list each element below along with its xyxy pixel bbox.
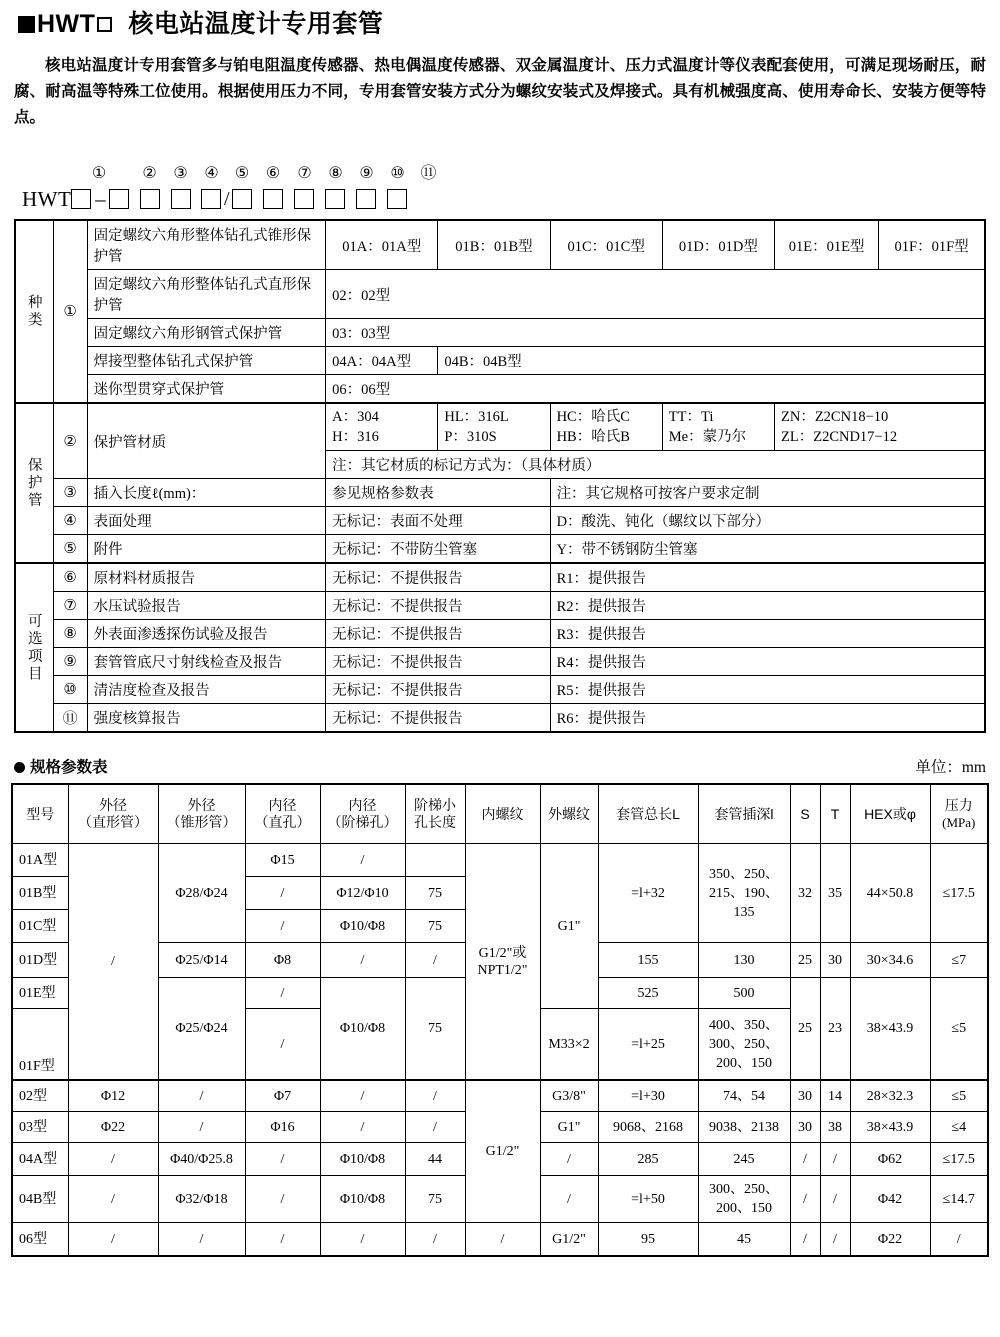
spec-id-straight-03: Φ16: [245, 1112, 320, 1143]
kind-option-04A: 04A：04A型: [326, 347, 438, 375]
header-pressure-l1: 压力: [944, 797, 973, 813]
spec-total-02: =l+30: [598, 1080, 698, 1112]
row-value1-11: 无标记：不提供报告: [326, 704, 550, 733]
spec-inner-thread-06: /: [465, 1223, 540, 1257]
spec-id-straight-01A: Φ15: [245, 844, 320, 877]
header-od-taper: [158, 784, 245, 844]
marker-cell-10: ⑩: [53, 676, 87, 704]
spec-pressure-04B: ≤14.7: [930, 1176, 988, 1223]
spec-od-straight-03: Φ22: [68, 1112, 158, 1143]
marker-8: ⑧: [328, 165, 343, 182]
spec-outer-thread-02: G3/8": [540, 1080, 598, 1112]
row-value2-6: R1：提供报告: [550, 563, 985, 592]
kind-option-06: 06：06型: [326, 375, 985, 404]
code-box-8[interactable]: [294, 189, 314, 209]
spec-od-straight-04A: /: [68, 1143, 158, 1176]
spec-hex-01F: 38×43.9: [850, 978, 930, 1081]
spec-header-row: [12, 784, 988, 844]
marker-cell-2: ②: [53, 403, 87, 479]
header-id-straight: [245, 784, 320, 844]
marker-cell-5: ⑤: [53, 535, 87, 564]
header-insert-depth: 套管插深l: [698, 784, 790, 844]
marker-cell-4: ④: [53, 507, 87, 535]
header-id-step-l2: （阶梯孔）: [327, 814, 398, 830]
table-row: [15, 704, 985, 733]
header-id-straight-l1: 内径: [268, 797, 297, 813]
material-note: 注：其它材质的标记方式为：（具体材质）: [326, 451, 985, 479]
material-cell-e: [775, 403, 986, 451]
code-dash: –: [95, 186, 106, 211]
spec-outer-thread-01A-01E: G1": [540, 844, 598, 1009]
row-label-9: 套管管底尺寸射线检查及报告: [87, 648, 325, 676]
spec-outer-thread-04B: /: [540, 1176, 598, 1223]
spec-insert-06: 45: [698, 1223, 790, 1257]
material-b-line1: HL：316L: [444, 409, 509, 425]
spec-od-straight-02: Φ12: [68, 1080, 158, 1112]
spec-heading-left: [14, 755, 108, 777]
title-main-text: 核电站温度计专用套管: [128, 10, 384, 38]
spec-insert-02: 74、54: [698, 1080, 790, 1112]
spec-s-01ABC: 32: [790, 844, 820, 943]
table-row: [12, 844, 988, 877]
spec-s-02: 30: [790, 1080, 820, 1112]
row-label-6: 原材料材质报告: [87, 563, 325, 592]
spec-t-02: 14: [820, 1080, 850, 1112]
bullet-icon: [14, 762, 25, 773]
spec-outer-thread-01F: M33×2: [540, 1009, 598, 1081]
row-value2-5: Y：带不锈钢防尘管塞: [550, 535, 985, 564]
group-label-kind: 种类: [15, 220, 53, 403]
spec-model-01C: 01C型: [12, 910, 68, 943]
table-row: [15, 535, 985, 564]
page-title: [0, 0, 1000, 37]
kind-label-04: 焊接型整体钻孔式保护管: [87, 347, 325, 375]
spec-t-01ABC: 35: [820, 844, 850, 943]
model-code-markers: [0, 157, 1000, 183]
spec-od-straight-04B: /: [68, 1176, 158, 1223]
spec-od-taper-01EF: Φ25/Φ24: [158, 978, 245, 1081]
spec-pressure-01D: ≤7: [930, 943, 988, 978]
spec-model-01E: 01E型: [12, 978, 68, 1009]
spec-id-straight-02: Φ7: [245, 1080, 320, 1112]
header-id-straight-l2: （直孔）: [254, 814, 311, 830]
row-value2-4: D：酸洗、钝化（螺纹以下部分）: [550, 507, 985, 535]
spec-od-taper-01ABC: Φ28/Φ24: [158, 844, 245, 943]
table-row: [12, 1080, 988, 1112]
spec-total-04A: 285: [598, 1143, 698, 1176]
spec-s-06: /: [790, 1223, 820, 1257]
row-value2-10: R5：提供报告: [550, 676, 985, 704]
spec-total-06: 95: [598, 1223, 698, 1257]
spec-step-len-04A: 44: [405, 1143, 465, 1176]
spec-step-len-03: /: [405, 1112, 465, 1143]
spec-step-len-04B: 75: [405, 1176, 465, 1223]
spec-hex-01D: 30×34.6: [850, 943, 930, 978]
code-box-10[interactable]: [356, 189, 376, 209]
material-e-line1: ZN：Z2CN18−10: [781, 409, 889, 425]
spec-od-straight-01group: /: [68, 844, 158, 1081]
spec-model-01D: 01D型: [12, 943, 68, 978]
header-id-step: [320, 784, 405, 844]
spec-step-len-01D: /: [405, 943, 465, 978]
row-label-8: 外表面渗透探伤试验及报告: [87, 620, 325, 648]
header-od-straight-l1: 外径: [99, 797, 127, 813]
row-value2-9: R4：提供报告: [550, 648, 985, 676]
spec-id-straight-01C: /: [245, 910, 320, 943]
row-label-11: 强度核算报告: [87, 704, 325, 733]
spec-s-01D: 25: [790, 943, 820, 978]
spec-insert-01F: 400、350、300、250、200、150: [698, 1009, 790, 1081]
spec-pressure-04A: ≤17.5: [930, 1143, 988, 1176]
spec-inner-thread-02-04B: G1/2": [465, 1080, 540, 1223]
code-box-9[interactable]: [325, 189, 345, 209]
spec-s-03: 30: [790, 1112, 820, 1143]
material-a-line2: H：316: [332, 429, 379, 445]
spec-id-straight-01B: /: [245, 877, 320, 910]
spec-t-04B: /: [820, 1176, 850, 1223]
spec-id-straight-01F: /: [245, 1009, 320, 1081]
spec-step-len-01A: [405, 844, 465, 877]
kind-option-01C: 01C：01C型: [550, 220, 662, 270]
kind-option-01E: 01E：01E型: [775, 220, 879, 270]
table-row: [15, 563, 985, 592]
spec-total-01D: 155: [598, 943, 698, 978]
row-value2-7: R2：提供报告: [550, 592, 985, 620]
header-hex: HEX或φ: [850, 784, 930, 844]
marker-cell-11: ⑪: [53, 704, 87, 733]
spec-insert-01ABC: 350、250、215、190、135: [698, 844, 790, 943]
spec-od-taper-04B: Φ32/Φ18: [158, 1176, 245, 1223]
spec-pressure-06: /: [930, 1223, 988, 1257]
spec-model-01B: 01B型: [12, 877, 68, 910]
code-box-6[interactable]: [232, 189, 252, 209]
spec-total-01F: =l+25: [598, 1009, 698, 1081]
spec-step-len-02: /: [405, 1080, 465, 1112]
table-row: [15, 507, 985, 535]
spec-id-straight-04B: /: [245, 1176, 320, 1223]
spec-step-len-01C: 75: [405, 910, 465, 943]
row-value1-5: 无标记：不带防尘管塞: [326, 535, 550, 564]
marker-cell-9: ⑨: [53, 648, 87, 676]
spec-table-heading-row: [14, 755, 986, 777]
code-box-5[interactable]: [201, 189, 221, 209]
material-d-line1: TT：Ti: [668, 409, 714, 425]
marker-cell-3: ③: [53, 479, 87, 507]
spec-hex-02: 28×32.3: [850, 1080, 930, 1112]
code-slash: /: [224, 187, 230, 210]
spec-od-taper-01D: Φ25/Φ14: [158, 943, 245, 978]
spec-step-len-01EF: 75: [405, 978, 465, 1081]
spec-od-taper-03: /: [158, 1112, 245, 1143]
header-pressure: [930, 784, 988, 844]
spec-s-04B: /: [790, 1176, 820, 1223]
header-t: T: [820, 784, 850, 844]
kind-option-01A: 01A：01A型: [326, 220, 438, 270]
title-model-prefix: HWT: [37, 10, 96, 38]
material-cell-a: [326, 403, 438, 451]
spec-total-01E: 525: [598, 978, 698, 1009]
spec-t-04A: /: [820, 1143, 850, 1176]
spec-insert-01E: 500: [698, 978, 790, 1009]
model-coding-table: [14, 219, 986, 733]
spec-hex-04B: Φ42: [850, 1176, 930, 1223]
spec-id-step-01C: Φ10/Φ8: [320, 910, 405, 943]
marker-10: ⑩: [390, 165, 405, 182]
marker-9: ⑨: [359, 165, 374, 182]
row-label-10: 清洁度检查及报告: [87, 676, 325, 704]
spec-pressure-03: ≤4: [930, 1112, 988, 1143]
spec-model-06: 06型: [12, 1223, 68, 1257]
marker-7: ⑦: [297, 165, 312, 182]
row-value2-3: 注：其它规格可按客户要求定制: [550, 479, 985, 507]
spec-outer-thread-03: G1": [540, 1112, 598, 1143]
table-row: [15, 220, 985, 270]
table-row: [15, 319, 985, 347]
material-a-line1: A：304: [332, 409, 379, 425]
header-step-len: [405, 784, 465, 844]
header-total-len: 套管总长L: [598, 784, 698, 844]
code-box-brand[interactable]: [71, 189, 91, 209]
spec-inner-thread-01group: G1/2"或 NPT1/2": [465, 844, 540, 1081]
row-label-7: 水压试验报告: [87, 592, 325, 620]
spec-id-step-01B: Φ12/Φ10: [320, 877, 405, 910]
header-od-taper-l2: （锥形管）: [166, 814, 237, 830]
row-value2-8: R3：提供报告: [550, 620, 985, 648]
kind-option-03: 03：03型: [326, 319, 985, 347]
spec-unit-label: 单位：mm: [915, 759, 986, 776]
spec-step-len-01B: 75: [405, 877, 465, 910]
spec-s-04A: /: [790, 1143, 820, 1176]
spec-id-step-04B: Φ10/Φ8: [320, 1176, 405, 1223]
row-value1-6: 无标记：不提供报告: [326, 563, 550, 592]
spec-total-03: 9068、2168: [598, 1112, 698, 1143]
header-od-taper-l1: 外径: [187, 797, 216, 813]
spec-id-step-02: /: [320, 1080, 405, 1112]
table-row: [15, 270, 985, 319]
spec-model-01A: 01A型: [12, 844, 68, 877]
group-label-optional: 可选项目: [15, 563, 53, 732]
spec-t-06: /: [820, 1223, 850, 1257]
kind-option-04B: 04B：04B型: [438, 347, 985, 375]
table-row: [15, 347, 985, 375]
group-label-protection-tube: 保护管: [15, 403, 53, 563]
spec-id-step-06: /: [320, 1223, 405, 1257]
spec-id-step-03: /: [320, 1112, 405, 1143]
spec-id-straight-06: /: [245, 1223, 320, 1257]
material-e-line2: ZL：Z2CND17−12: [781, 429, 898, 445]
model-code-brand: HWT: [22, 186, 72, 211]
code-box-7[interactable]: [263, 189, 283, 209]
kind-option-02: 02：02型: [326, 270, 985, 319]
kind-option-01D: 01D：01D型: [662, 220, 774, 270]
spec-parameter-table: [11, 783, 989, 1257]
row-value1-3: 参见规格参数表: [326, 479, 550, 507]
header-s: S: [790, 784, 820, 844]
spec-id-step-01D: /: [320, 943, 405, 978]
spec-model-04B: 04B型: [12, 1176, 68, 1223]
code-box-4[interactable]: [171, 189, 191, 209]
spec-id-straight-01E: /: [245, 978, 320, 1009]
spec-od-taper-04A: Φ40/Φ25.8: [158, 1143, 245, 1176]
spec-od-taper-02: /: [158, 1080, 245, 1112]
marker-cell-8: ⑧: [53, 620, 87, 648]
code-box-3[interactable]: [140, 189, 160, 209]
header-inner-thread: 内螺纹: [465, 784, 540, 844]
material-d-line2: Me：蒙乃尔: [668, 429, 747, 445]
spec-model-01F: 01F型: [12, 1009, 68, 1081]
spec-model-04A: 04A型: [12, 1143, 68, 1176]
header-outer-thread: 外螺纹: [540, 784, 598, 844]
marker-11: ⑪: [420, 165, 437, 182]
marker-cell-7: ⑦: [53, 592, 87, 620]
header-od-straight-l2: （直形管）: [78, 814, 148, 830]
code-box-11[interactable]: [387, 189, 407, 209]
spec-pressure-01ABC: ≤17.5: [930, 844, 988, 943]
header-model: 型号: [12, 784, 68, 844]
spec-total-01ABC: =l+32: [598, 844, 698, 943]
header-step-len-l2: 孔长度: [414, 814, 456, 830]
marker-6: ⑥: [265, 165, 281, 182]
spec-total-04B: =l+50: [598, 1176, 698, 1223]
spec-insert-03: 9038、2138: [698, 1112, 790, 1143]
spec-hex-01ABC: 44×50.8: [850, 844, 930, 943]
table-row: [15, 375, 985, 404]
material-b-line2: P：310S: [444, 429, 497, 445]
spec-insert-01D: 130: [698, 943, 790, 978]
spec-hex-03: 38×43.9: [850, 1112, 930, 1143]
marker-5: ⑤: [234, 165, 250, 182]
material-cell-b: [438, 403, 550, 451]
table-row: [15, 592, 985, 620]
spec-outer-thread-04A: /: [540, 1143, 598, 1176]
spec-id-straight-01D: Φ8: [245, 943, 320, 978]
table-row: [12, 1223, 988, 1257]
spec-od-taper-06: /: [158, 1223, 245, 1257]
table-row: [15, 676, 985, 704]
hollow-square-icon: [97, 17, 112, 32]
spec-t-03: 38: [820, 1112, 850, 1143]
spec-id-step-04A: Φ10/Φ8: [320, 1143, 405, 1176]
table-row: [15, 620, 985, 648]
row-value1-9: 无标记：不提供报告: [326, 648, 550, 676]
spec-hex-04A: Φ62: [850, 1143, 930, 1176]
spec-t-01F: 23: [820, 978, 850, 1081]
kind-label-02: 固定螺纹六角形整体钻孔式直形保护管: [87, 270, 325, 319]
marker-4: ④: [204, 165, 219, 182]
marker-cell-1: ①: [53, 220, 87, 403]
spec-outer-thread-06: G1/2": [540, 1223, 598, 1257]
table-row: [15, 648, 985, 676]
row-value1-4: 无标记：表面不处理: [326, 507, 550, 535]
spec-pressure-02: ≤5: [930, 1080, 988, 1112]
material-c-line1: HC：哈氏C: [556, 409, 630, 425]
table-row: [15, 479, 985, 507]
code-box-2[interactable]: [109, 189, 129, 209]
row-value1-8: 无标记：不提供报告: [326, 620, 550, 648]
row-label-3: 插入长度ℓ(mm)：: [87, 479, 325, 507]
row-value1-10: 无标记：不提供报告: [326, 676, 550, 704]
marker-3: ③: [173, 165, 188, 182]
material-cell-c: [550, 403, 662, 451]
header-pressure-l2: (MPa): [942, 815, 976, 830]
kind-label-01: 固定螺纹六角形整体钻孔式锥形保护管: [87, 220, 325, 270]
header-id-step-l1: 内径: [348, 797, 377, 813]
spec-model-03: 03型: [12, 1112, 68, 1143]
intro-paragraph: 核电站温度计专用套管多与铂电阻温度传感器、热电偶温度传感器、双金属温度计、压力式温度计等仪表配套使用，可满足现场耐压，耐腐、耐高温等特殊工位使用。根据使用压力不同，专用套管安装方式分为螺纹安装式及焊接式。具有机械强度高、使用寿命长、安装方便等特点。: [14, 57, 986, 126]
filled-square-icon: [18, 16, 35, 33]
row-label-5: 附件: [87, 535, 325, 564]
material-label: 保护管材质: [87, 403, 325, 479]
header-step-len-l1: 阶梯小: [414, 797, 456, 813]
kind-label-03: 固定螺纹六角形钢管式保护管: [87, 319, 325, 347]
spec-hex-06: Φ22: [850, 1223, 930, 1257]
material-cell-d: [662, 403, 774, 451]
header-od-straight: [68, 784, 158, 844]
row-value2-11: R6：提供报告: [550, 704, 985, 733]
spec-s-01F: 25: [790, 978, 820, 1081]
kind-option-01B: 01B：01B型: [438, 220, 550, 270]
table-row: [15, 403, 985, 451]
kind-label-06: 迷你型贯穿式保护管: [87, 375, 325, 404]
spec-id-step-01EF: Φ10/Φ8: [320, 978, 405, 1081]
marker-cell-6: ⑥: [53, 563, 87, 592]
spec-insert-04A: 245: [698, 1143, 790, 1176]
spec-step-len-06: /: [405, 1223, 465, 1257]
spec-model-02: 02型: [12, 1080, 68, 1112]
spec-t-01D: 30: [820, 943, 850, 978]
material-c-line2: HB：哈氏B: [556, 429, 630, 445]
spec-insert-04B: 300、250、200、150: [698, 1176, 790, 1223]
row-label-4: 表面处理: [87, 507, 325, 535]
spec-id-step-01A: /: [320, 844, 405, 877]
marker-1: ①: [91, 165, 107, 182]
model-code-diagram: [0, 157, 1000, 219]
spec-od-straight-06: /: [68, 1223, 158, 1257]
row-value1-7: 无标记：不提供报告: [326, 592, 550, 620]
model-code-string: [0, 183, 1000, 215]
spec-heading-text: 规格参数表: [30, 759, 108, 776]
spec-id-straight-04A: /: [245, 1143, 320, 1176]
spec-pressure-01F: ≤5: [930, 978, 988, 1081]
kind-option-01F: 01F：01F型: [879, 220, 985, 270]
marker-2: ②: [142, 165, 157, 182]
